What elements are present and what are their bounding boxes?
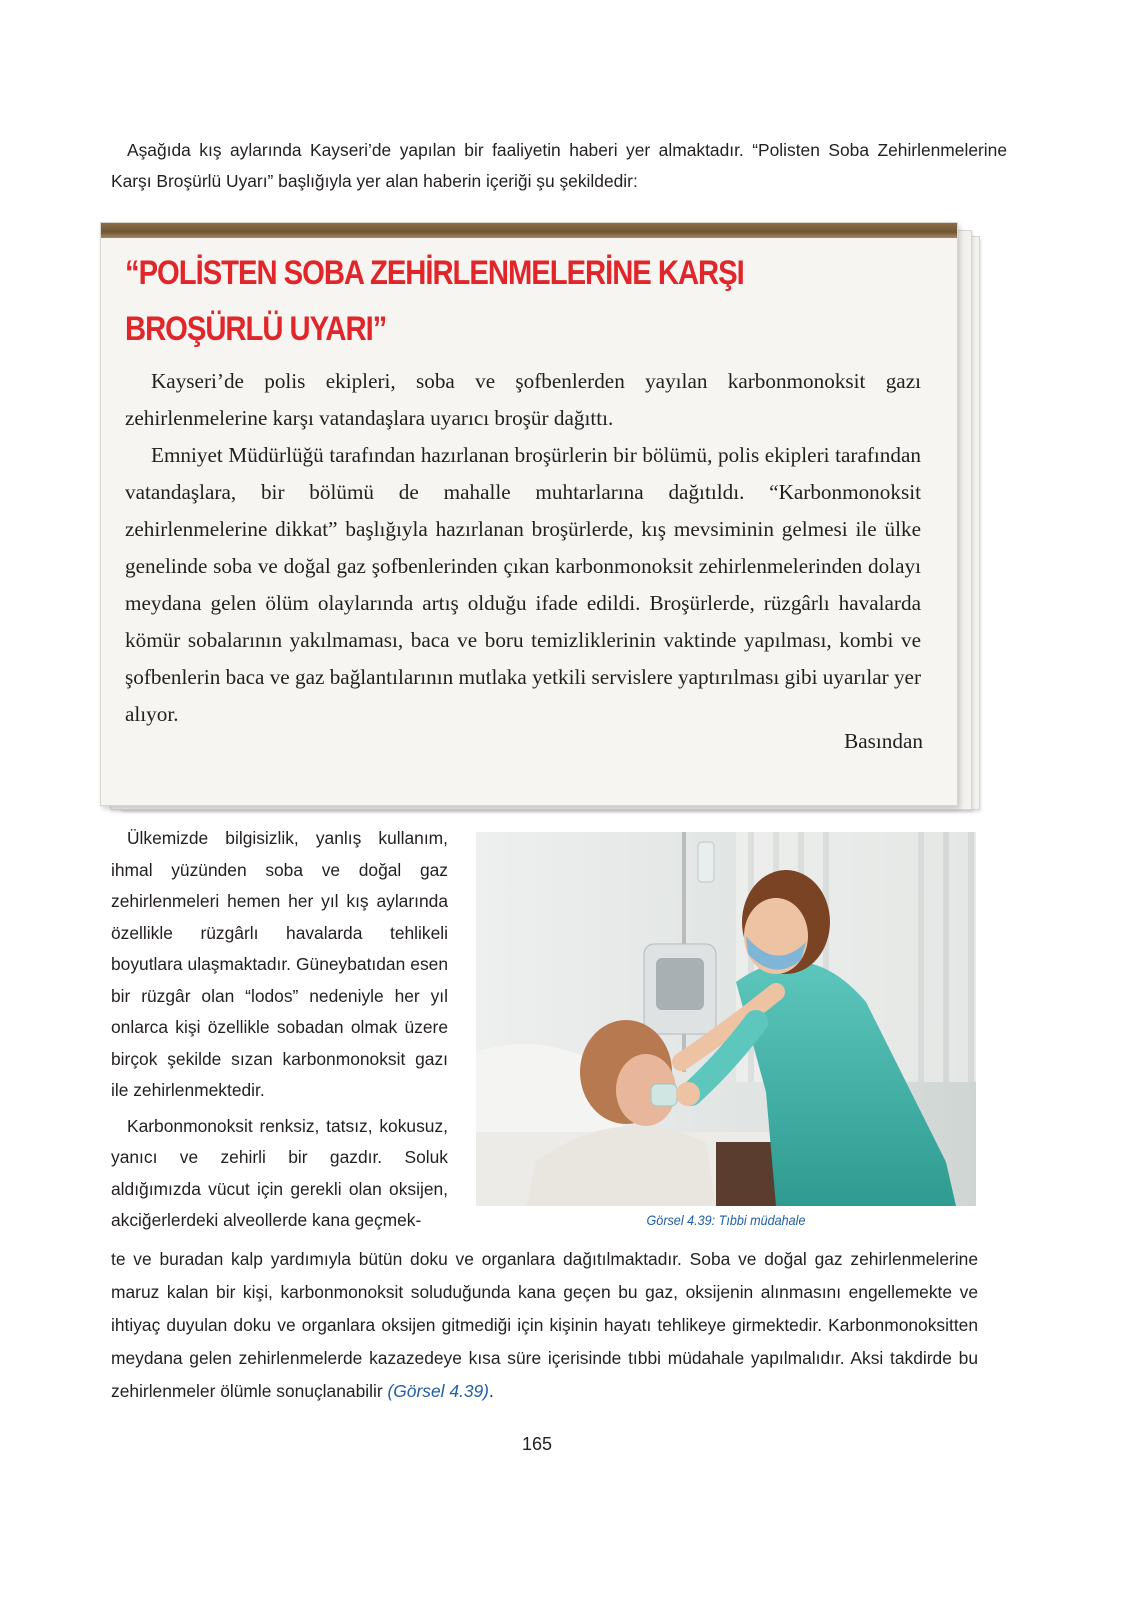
continuation-paragraph xyxy=(111,1243,978,1408)
body-paragraph: Ülkemizde bilgisizlik, yanlış kullanım, ihmal yüzünden soba ve doğal gaz zehirlenmeleri hemen her yıl kış aylarında özellikle rüzgârlı havalarda tehlikeli boyutlara ulaşmaktadır. Güneybatıdan esen bir rüzgâr olan “lodos” nedeniyle her yıl onlarca kişi özellikle sobadan olmak üzere birçok şekilde sızan karbonmonoksit gazı ile zehirlenmektedir. xyxy=(111,828,448,1100)
news-headline-line1: “POLİSTEN SOBA ZEHİRLENMELERİNE KARŞI xyxy=(125,254,744,292)
figure-caption: Görsel 4.39: Tıbbi müdahale xyxy=(646,1212,806,1228)
news-source: Basından xyxy=(844,729,923,753)
body-text-column xyxy=(111,823,448,1241)
sentence-end: . xyxy=(488,1381,494,1401)
news-headline xyxy=(125,245,796,357)
news-paragraph: Emniyet Müdürlüğü tarafından hazırlanan broşürlerin bir bölümü, polis ekipleri tarafından vatandaşlara, bir bölümü de mahalle muhtarlarına dağıtıldı. “Karbonmonoksit zehirlenmelerine dikkat” başlığıyla hazırlanan broşürlerde, kış mevsiminin gelmesi ile ülke genelinde soba ve doğal gaz şofbenlerinden çıkan karbonmonoksit zehirlenmelerinden dolayı meydana gelen ölüm olaylarında artış olduğu ifade edildi. Broşürlerde, rüzgârlı havalarda kömür sobalarının yakılmaması, baca ve boru temizliklerinin vaktinde yapılması, kombi ve şofbenlerin baca ve gaz bağlantılarının mutlaka yetkili servislere yaptırılması gibi uyarılar yer alıyor. xyxy=(125,443,922,726)
continuation-text: te ve buradan kalp yardımıyla bütün doku ve organlara dağıtılmaktadır. Soba ve doğal gaz zehirlenmelerine maruz kalan bir kişi, karbonmonoksit soluduğunda kana geçen bu gaz, oksijenin alınmasını engellemekte ve ihtiyaç duyulan doku ve organlara oksijen gitmediği için kişinin hayatı tehlikeye girmektedir. Karbonmonoksitten meydana gelen zehirlenmelerde kazazedeye kısa süre içerisinde tıbbi müdahale yapılmalıdır. Aksi takdirde bu zehirlenmeler ölümle sonuçlanabilir xyxy=(111,1249,978,1401)
figure-reference: (Görsel 4.39) xyxy=(387,1381,489,1401)
news-card xyxy=(100,222,958,806)
intro-paragraph: Aşağıda kış aylarında Kayseri’de yapılan bir faaliyetin haberi yer almaktadır. “Polisten Soba Zehirlenmelerine Karşı Broşürlü Uyarı” başlığıyla yer alan haberin içeriği şu şekildedir: xyxy=(111,140,1007,191)
news-card-stack xyxy=(100,222,990,818)
news-body xyxy=(125,363,921,733)
medical-intervention-photo xyxy=(476,832,976,1206)
news-paragraph: Kayseri’de polis ekipleri, soba ve şofbenlerden yayılan karbonmonoksit gazı zehirlenmelerine karşı vatandaşlara uyarıcı broşür dağıttı. xyxy=(125,369,921,430)
news-card-top-bar xyxy=(101,223,957,238)
body-paragraph: Karbonmonoksit renksiz, tatsız, kokusuz, yanıcı ve zehirli bir gazdır. Soluk aldığımızda vücut için gerekli olan oksijen, akciğerlerdeki alveollerde kana geçmek- xyxy=(111,1115,448,1230)
news-headline-line2: BROŞÜRLÜ UYARI” xyxy=(125,310,387,348)
page-number: 165 xyxy=(521,1434,553,1454)
